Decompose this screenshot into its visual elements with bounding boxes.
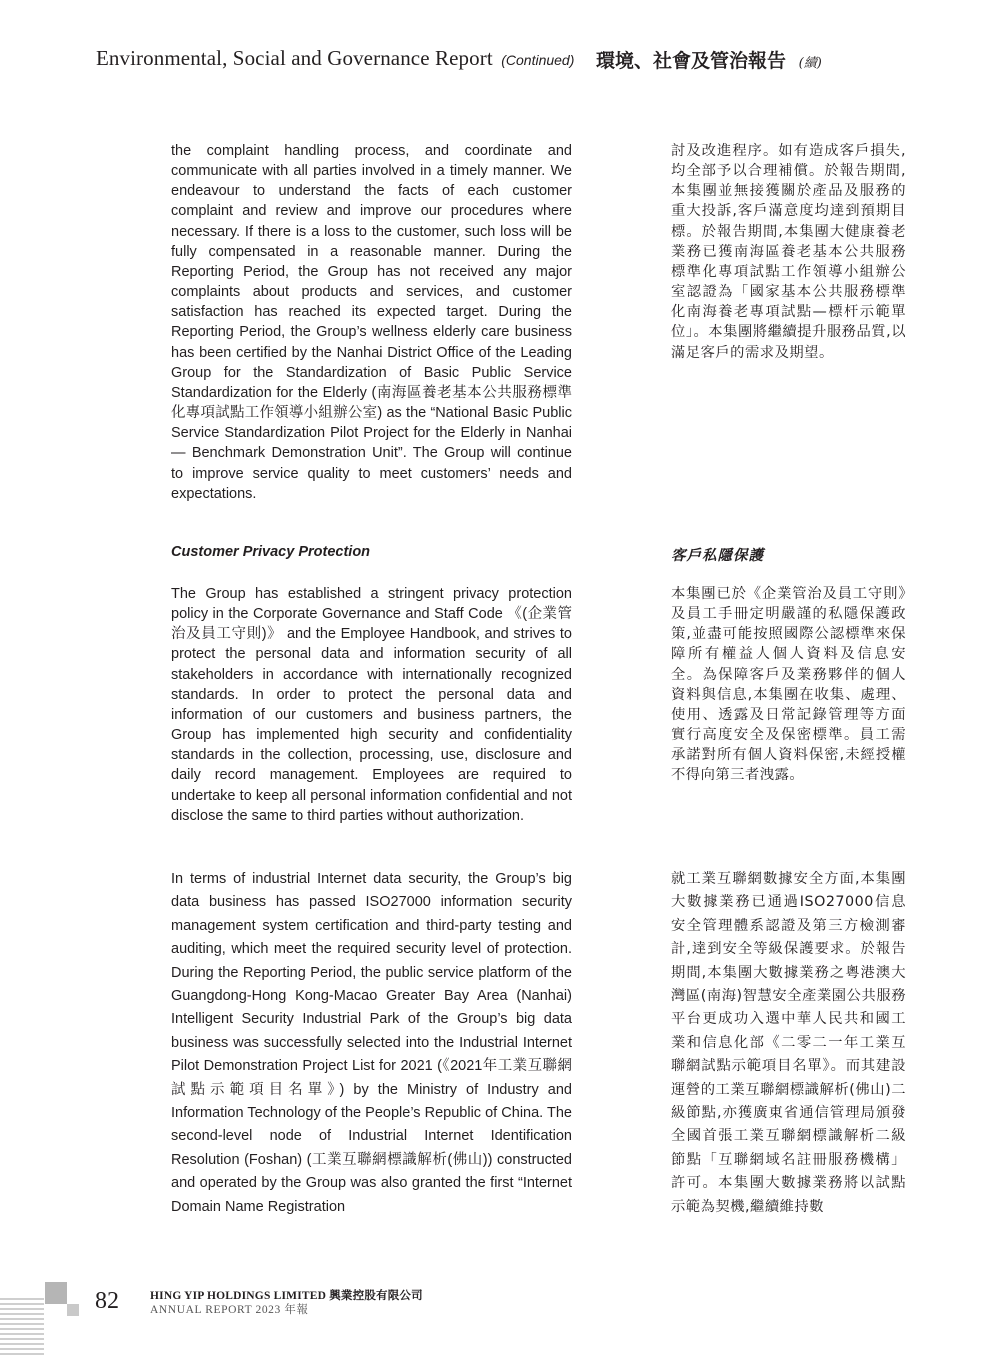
header-continued-en: (Continued) — [501, 52, 575, 68]
page-header — [96, 46, 976, 82]
company-name: HING YIP HOLDINGS LIMITED 興業控股有限公司 — [150, 1290, 423, 1302]
header-title-zh: 環境、社會及管治報告 — [596, 50, 787, 72]
paragraph-complaints-zh: 討及改進程序。如有造成客戶損失,均全部予以合理補償。於報告期間,本集團並無接獲關於產品及服務的重大投訴,客戶滿意度均達到預期目標。於報告期間,本集團大健康養老業務已獲南海區養老基本公共服務標準化專項試點工作領導小組辦公室認證為「國家基本公共服務標準化南海養老專項試點—標杆示範單位」。本集團將繼續提升服務品質,以滿足客戶的需求及期望。 — [671, 143, 906, 361]
header-title-zh-wrap — [596, 46, 822, 73]
paragraph-privacy-en: The Group has established a stringent privacy protection policy in the Corporate Governance and Staff Code 《(企業管治及員工守則)》 and the Employee Handbook, and strives to protect the personal data and information security of all stakeholders in accordance with internationally recognized standards. In order to protect the personal data and information of our customers and business partners, the Group has implemented high security and confidentiality standards in the collection, processing, use, disclosure and daily record management. Employees are required to undertake to keep all personal information confidential and not disclose the same to third parties without authorization. — [171, 586, 572, 824]
page-number: 82 — [95, 1288, 119, 1314]
header-title-en: Environmental, Social and Governance Report — [96, 46, 493, 70]
paragraph-privacy-zh: 本集團已於《企業管治及員工守則》及員工手冊定明嚴謹的私隱保護政策,並盡可能按照國際公認標準來保障所有權益人個人資料及信息安全。為保障客戶及業務夥伴的個人資料與信息,本集團在收集、處理、使用、透露及日常記錄管理等方面實行高度安全及保密標準。員工需承諾對所有個人資料保密,未經授權不得向第三者洩露。 — [671, 586, 906, 784]
section-heading-en: Customer Privacy Protection — [171, 544, 371, 560]
footer-decoration — [0, 1282, 80, 1357]
header-continued-zh: (續) — [798, 56, 822, 71]
paragraph-data-security-zh: 就工業互聯網數據安全方面,本集團大數據業務已通過ISO27000信息安全管理體系認證及第三方檢測審計,達到安全等級保護要求。於報告期間,本集團大數據業務之粵港澳大灣區(南海)智慧安全產業園公共服務平台更成功入選中華人民共和國工業和信息化部《二零二一年工業互聯網試點示範項目名單》。而其建設運營的工業互聯網標識解析(佛山)二級節點,亦獲廣東省通信管理局頒發全國首張工業互聯網標識解析二級節點「互聯網域名註冊服務機構」許可。本集團大數據業務將以試點示範為契機,繼續維持數 — [671, 871, 906, 1215]
paragraph-data-security-en: In terms of industrial Internet data security, the Group’s big data business has passed ISO27000 information security management system certification and third-party testing and auditing, which meet the required security level of protection. During the Reporting Period, the public service platform of the Guangdong-Hong Kong-Macao Greater Bay Area (Nanhai) Intelligent Security Industrial Park of the Group’s big data business was successfully selected into the Industrial Internet Pilot Demonstration Project List for 2021 (《2021年工業互聯網試點示範項目名單》) by the Ministry of Industry and Information Technology of the People’s Republic of China. The second-level node of Industrial Internet Identification Resolution (Foshan) (工業互聯網標識解析(佛山)) constructed and operated by the Group was also granted the first “Internet Domain Name Registration — [171, 871, 572, 1215]
paragraph-complaints-en: the complaint handling process, and coordinate and communicate with all parties involved in a timely manner. We endeavour to understand the facts of each customer complaint and review and improve our procedures where necessary. If there is a loss to the customer, such loss will be fully compensated in a reasonable manner. During the Reporting Period, the Group has not received any major complaints about products and services, and customer satisfaction has reached its expected target. During the Reporting Period, the Group’s wellness elderly care business has been certified by the Nanhai District Office of the Leading Group for the Standardization of Basic Public Service Standardization for the Elderly (南海區養老基本公共服務標準化專項試點工作領導小組辦公室) as the “National Basic Public Service Standardization Pilot Project for the Elderly in Nanhai — Benchmark Demonstration Unit”. The Group will continue to improve service quality to meet customers’ needs and expectations. — [171, 143, 572, 502]
report-title: ANNUAL REPORT 2023 年報 — [150, 1304, 309, 1316]
section-heading-zh: 客戶私隱保護 — [671, 548, 764, 564]
